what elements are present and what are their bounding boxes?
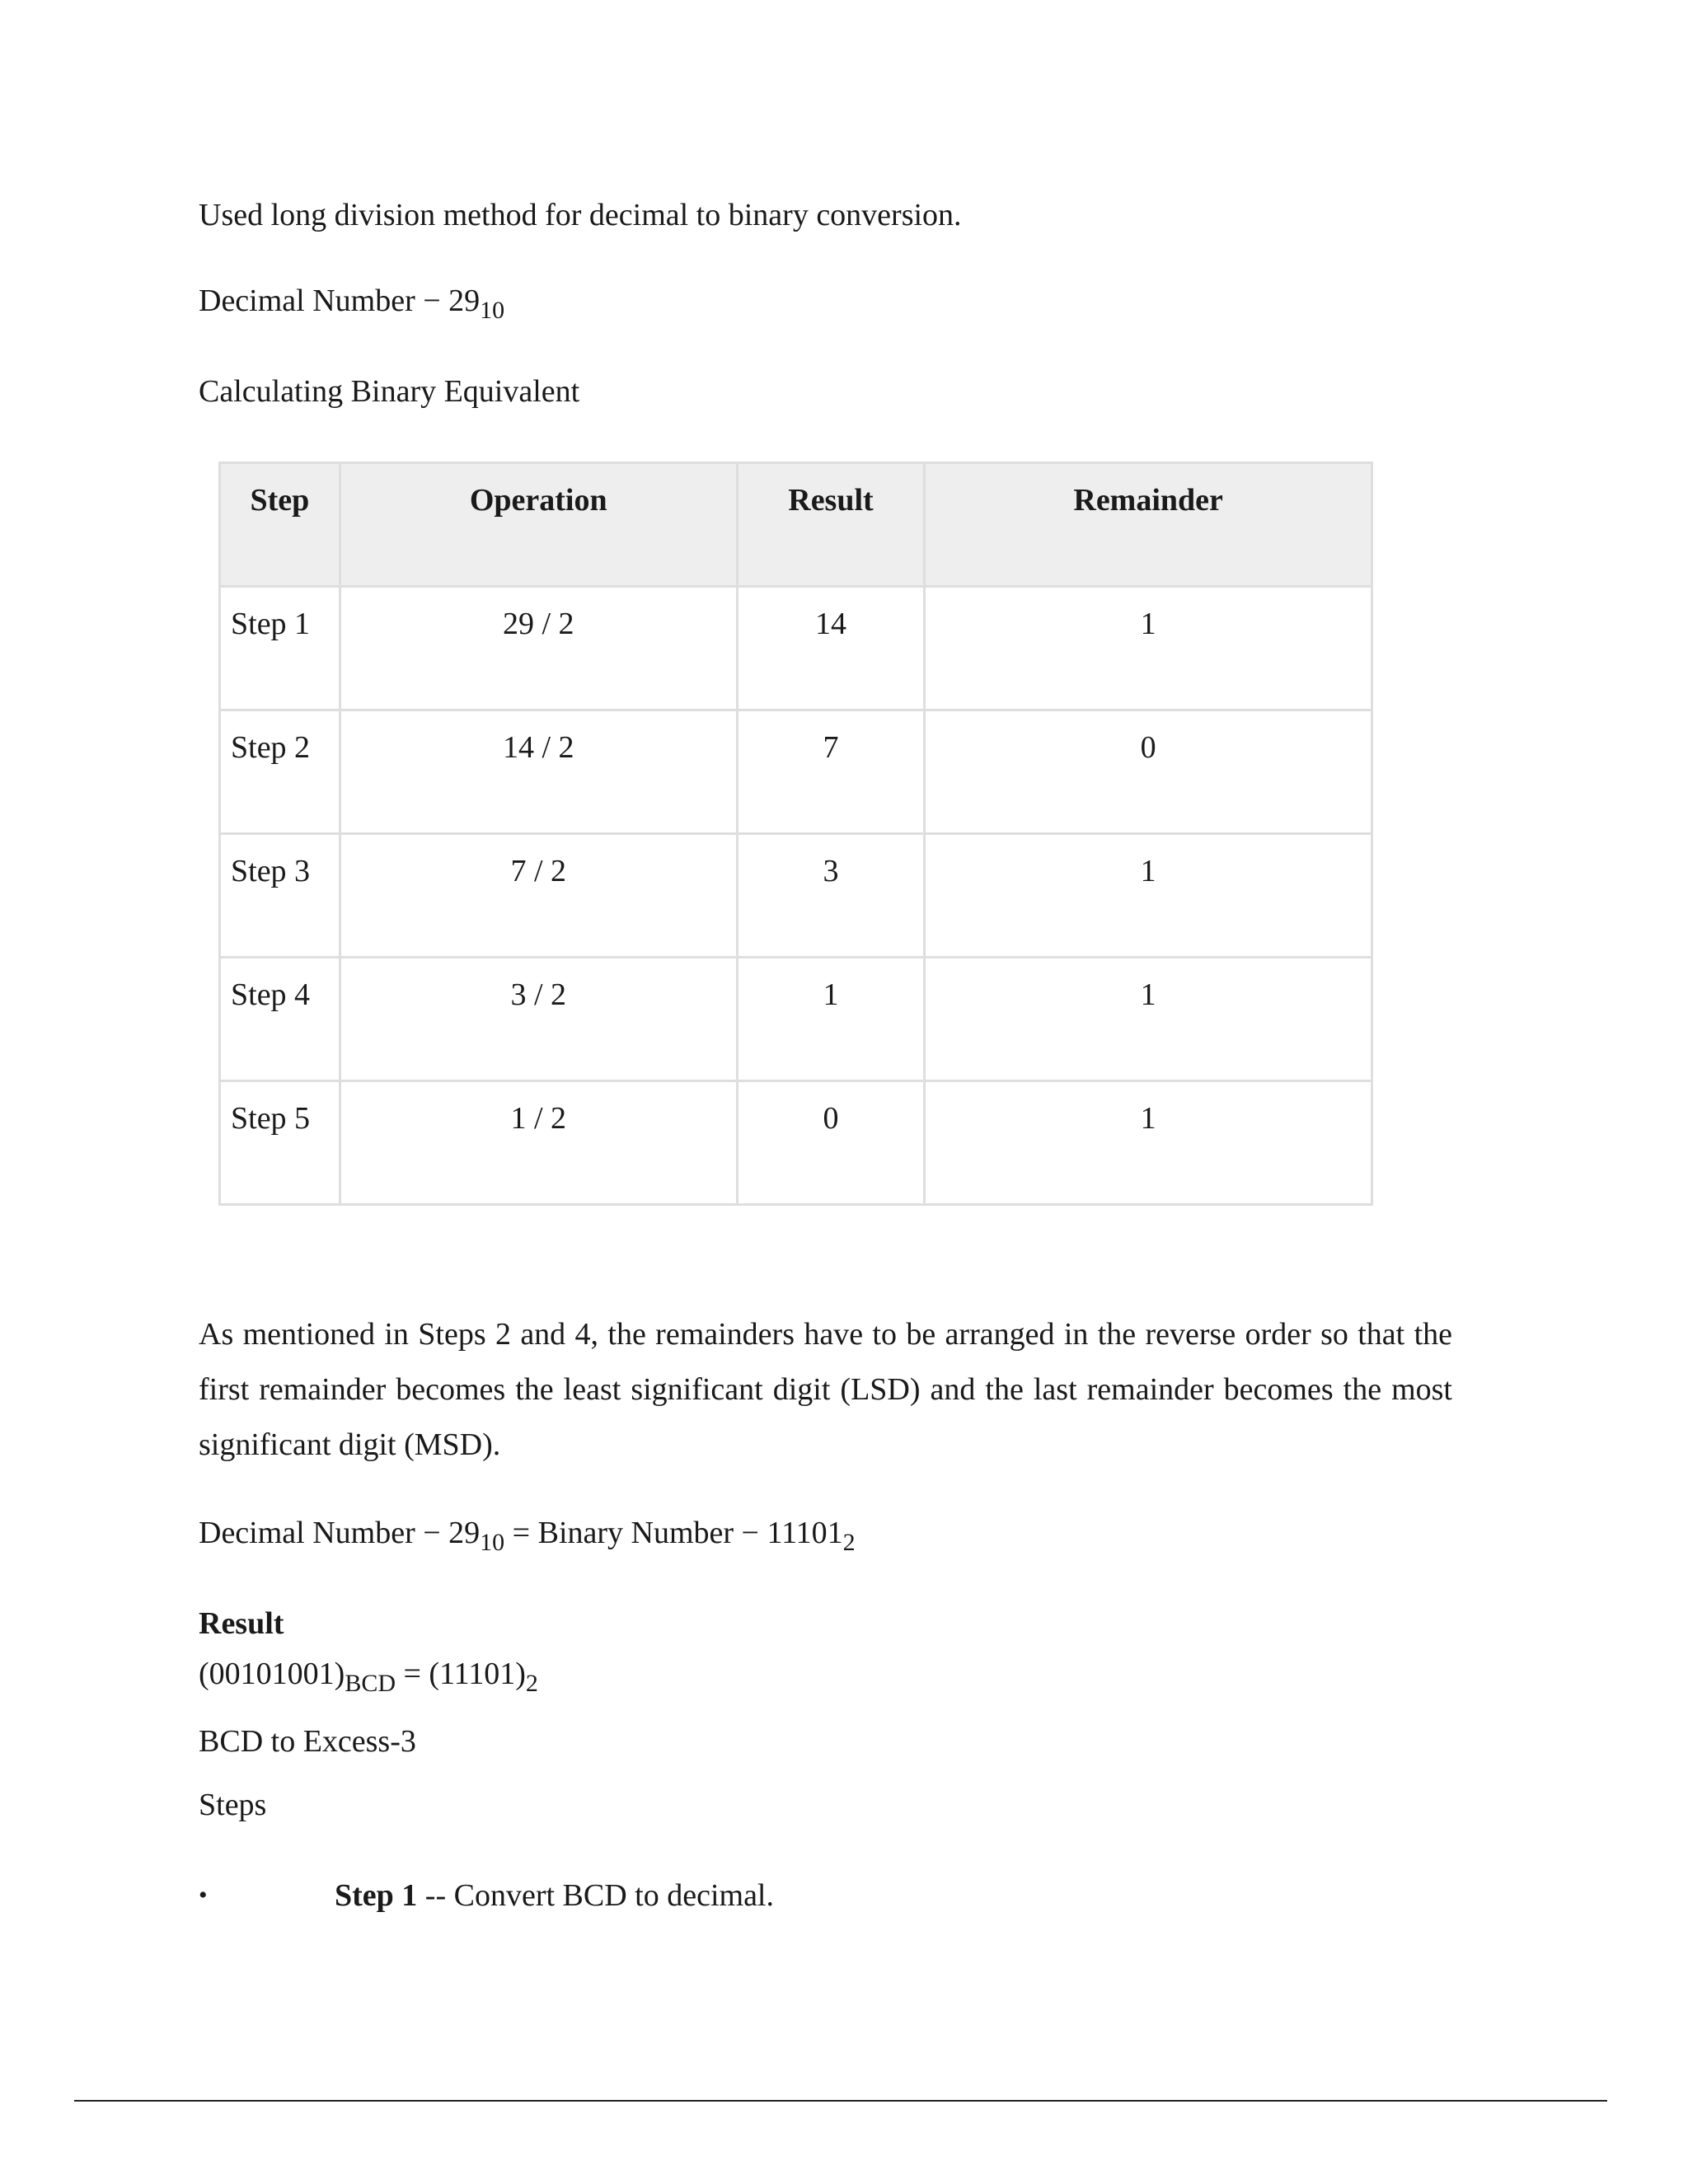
bullet-step-text: -- Convert BCD to decimal. <box>417 1878 774 1913</box>
equivalence-base-2: 2 <box>842 1529 856 1556</box>
cell-result: 3 <box>737 834 925 958</box>
equivalence-base-10: 10 <box>480 1529 505 1556</box>
header-remainder: Remainder <box>925 463 1372 587</box>
bullet-text <box>335 1877 774 1915</box>
table-header-row <box>220 463 1372 587</box>
decimal-base-subscript: 10 <box>480 297 505 324</box>
table-row <box>220 834 1372 958</box>
steps-heading: Steps <box>199 1788 267 1822</box>
bcd-excess3-heading: BCD to Excess-3 <box>199 1724 416 1759</box>
cell-operation: 1 / 2 <box>340 1081 737 1205</box>
cell-remainder: 1 <box>925 958 1372 1081</box>
cell-remainder: 1 <box>925 1081 1372 1205</box>
explanation-paragraph: As mentioned in Steps 2 and 4, the remainders have to be arranged in the reverse order so that the first remainder becomes the least significant digit (LSD) and the last remainder becomes the most significant digit (MSD). <box>199 1317 1452 1462</box>
cell-remainder: 1 <box>925 587 1372 710</box>
footer-divider <box>74 2100 1607 2102</box>
cell-result: 7 <box>737 710 925 834</box>
table-row <box>220 587 1372 710</box>
cell-result: 1 <box>737 958 925 1081</box>
bullet-step-label: Step 1 <box>335 1878 418 1913</box>
cell-remainder: 1 <box>925 834 1372 958</box>
table-row <box>220 710 1372 834</box>
cell-operation: 7 / 2 <box>340 834 737 958</box>
cell-remainder: 0 <box>925 710 1372 834</box>
cell-step: Step 3 <box>220 834 340 958</box>
cell-step: Step 4 <box>220 958 340 1081</box>
decimal-number-text: Decimal Number − 29 <box>199 284 481 318</box>
cell-operation: 29 / 2 <box>340 587 737 710</box>
division-steps-table <box>218 462 1373 1206</box>
result-binary: = (11101) <box>396 1657 526 1691</box>
result-line <box>199 1655 538 1697</box>
result-bcd: (00101001) <box>199 1657 345 1691</box>
equivalence-line <box>199 1514 856 1556</box>
equivalence-binary: = Binary Number − 11101 <box>504 1516 843 1550</box>
header-operation: Operation <box>340 463 737 587</box>
result-binary-subscript: 2 <box>525 1670 538 1697</box>
cell-step: Step 2 <box>220 710 340 834</box>
header-result: Result <box>737 463 925 587</box>
bullet-icon: • <box>199 1882 208 1909</box>
cell-result: 0 <box>737 1081 925 1205</box>
intro-text: Used long division method for decimal to binary conversion. <box>199 198 962 232</box>
decimal-number-line <box>199 282 505 324</box>
calc-heading: Calculating Binary Equivalent <box>199 374 580 409</box>
result-bcd-subscript: BCD <box>345 1670 396 1697</box>
result-heading: Result <box>199 1606 284 1641</box>
cell-step: Step 1 <box>220 587 340 710</box>
cell-operation: 3 / 2 <box>340 958 737 1081</box>
table-row <box>220 1081 1372 1205</box>
equivalence-decimal: Decimal Number − 29 <box>199 1516 481 1550</box>
header-step: Step <box>220 463 340 587</box>
cell-step: Step 5 <box>220 1081 340 1205</box>
cell-result: 14 <box>737 587 925 710</box>
cell-operation: 14 / 2 <box>340 710 737 834</box>
table-row <box>220 958 1372 1081</box>
